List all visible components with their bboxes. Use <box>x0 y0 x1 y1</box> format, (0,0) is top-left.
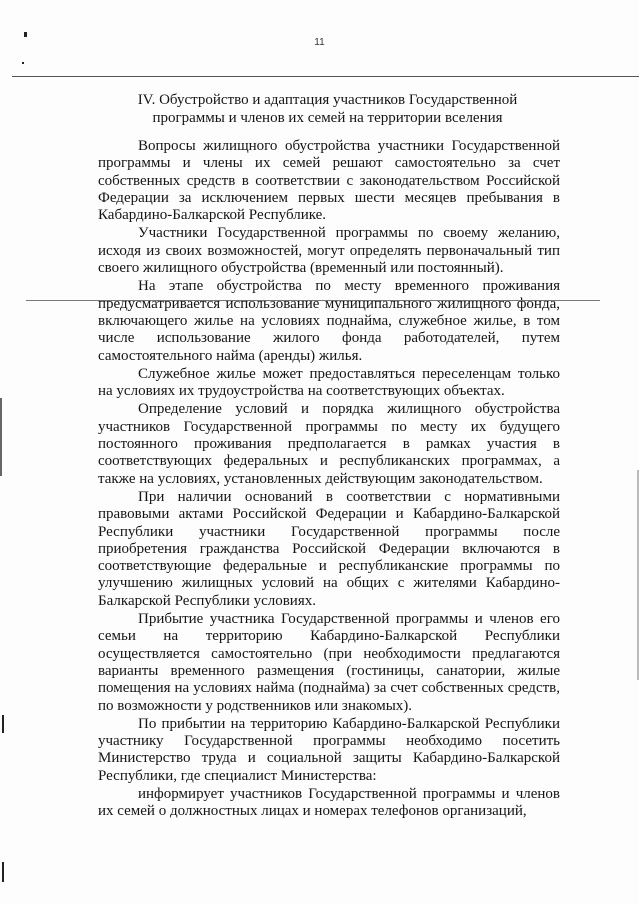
scan-edge-mark <box>2 715 4 733</box>
page-number: 11 <box>314 37 325 48</box>
scan-dot-mark <box>22 62 24 64</box>
scan-line <box>26 300 600 301</box>
body-text <box>98 138 560 821</box>
section-heading-line-1: IV. Обустройство и адаптация участников Государственной <box>137 92 518 108</box>
section-heading-line-2: программы и членов их семей на территории вселения <box>152 110 503 126</box>
paragraph-ministry-informs: информирует участников Государственной программы и членов их семей о должностных лицах и номерах телефонов организаций, <box>98 785 560 820</box>
section-heading <box>100 91 555 127</box>
paragraph-permanent-residence: Определение условий и порядка жилищного обустройства участников Государственной программы по месту их будущего постоянного проживания предполагается в рамках участия в соответствующих федеральных и республиканских программах, а также на условиях, установленных действующим законодательством. <box>98 401 560 487</box>
paragraph-arrival: Прибытие участника Государственной программы и членов его семьи на территорию Кабардино-Балкарской Республики осуществляется самостоятельно (при необходимости предлагаются варианты временного размещения (гостиницы, санатории, жилые помещения на условиях найма (поднайма) за счет собственных средств, по возможности у родственников или знакомых). <box>98 611 560 714</box>
scan-dot-mark <box>24 32 27 37</box>
paragraph-temporary-residence: На этапе обустройства по месту временного проживания предусматривается использование муниципального жилищного фонда, включающего жилье на условиях поднайма, служебное жилье, в том числе использование жилого фонда работодателей, путем самостоятельного найма (аренды) жилья. <box>98 278 560 364</box>
scan-edge-mark <box>0 398 2 476</box>
scan-edge-mark <box>2 862 4 882</box>
paragraph-housing-type-choice: Участники Государственной программы по своему желанию, исходя из своих возможностей, могут определять первоначальный тип своего жилищного обустройства (временный или постоянный). <box>98 225 560 277</box>
paragraph-housing-programs: При наличии оснований в соответствии с нормативными правовыми актами Российской Федерации и Кабардино-Балкарской Республики участники Государственной программы после приобретения гражданства Российской Федерации включаются в соответствующие федеральные и республиканские программы по улучшению жилищных условий на общих с жителями Кабардино-Балкарской Республики условиях. <box>98 488 560 609</box>
paragraph-service-housing: Служебное жилье может предоставляться переселенцам только на условиях их трудоустройства на соответствующих объектах. <box>98 365 560 400</box>
paragraph-ministry-visit: По прибытии на территорию Кабардино-Балкарской Республики участнику Государственной программы необходимо посетить Министерство труда и социальной защиты Кабардино-Балкарской Республики, где специалист Министерства: <box>98 715 560 784</box>
paragraph-housing-self-funded: Вопросы жилищного обустройства участники Государственной программы и члены их семей решают самостоятельно за счет собственных средств в соответствии с законодательством Российской Федерации за исключением первых шести месяцев пребывания в Кабардино-Балкарской Республике. <box>98 138 560 224</box>
header-rule <box>12 76 639 77</box>
